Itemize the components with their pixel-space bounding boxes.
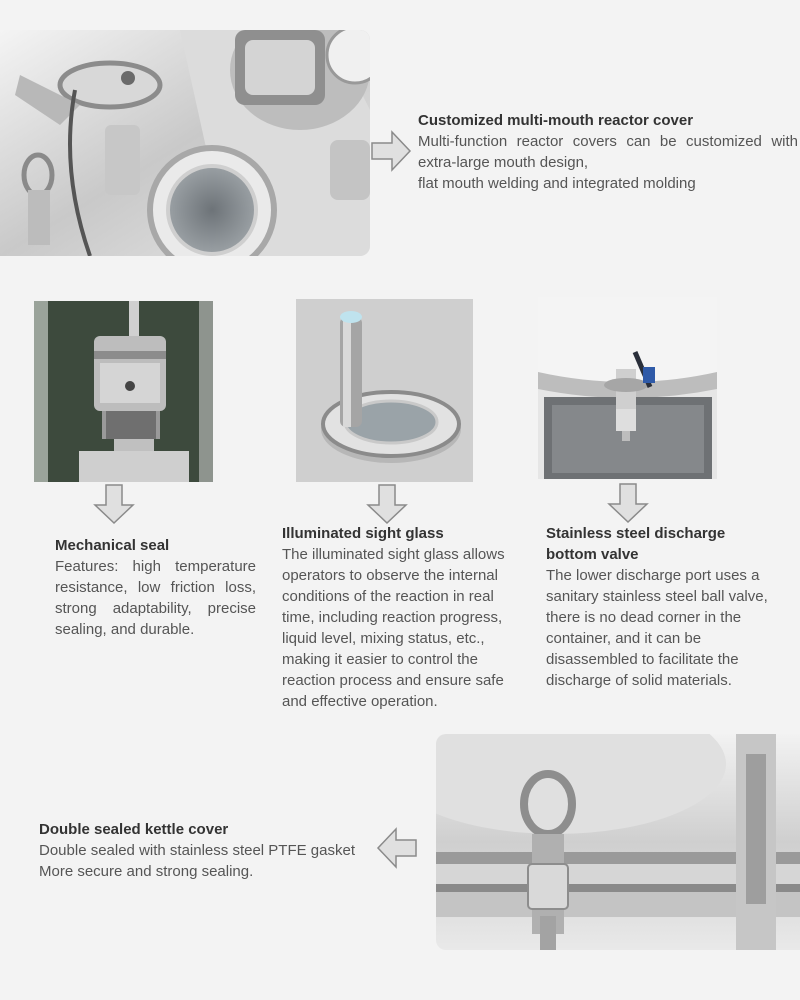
glass-title: Illuminated sight glass <box>282 525 444 542</box>
cover-line: flat mouth welding and integrated molding <box>418 175 696 192</box>
glass-line: conditions of the reaction in real <box>282 588 494 605</box>
kettle-line: More secure and strong sealing. <box>39 863 254 880</box>
valve-line: container, and it can be <box>546 630 702 647</box>
kettle-text-block <box>39 819 379 882</box>
arrow-left-icon <box>376 827 418 869</box>
valve-title: Stainless steel discharge <box>546 525 726 542</box>
kettle-cover-photo <box>436 734 800 950</box>
cover-text-block <box>418 110 798 194</box>
valve-line: sanitary stainless steel ball valve, <box>546 588 768 605</box>
mechanical-seal-photo <box>34 301 213 482</box>
glass-text-block <box>282 523 522 712</box>
valve-title: bottom valve <box>546 546 639 563</box>
glass-line: The illuminated sight glass allows <box>282 546 505 563</box>
seal-title: Mechanical seal <box>55 537 170 554</box>
discharge-valve-photo <box>538 297 717 479</box>
kettle-line: Double sealed with stainless steel PTFE gasket <box>39 842 355 859</box>
cover-title: Customized multi-mouth reactor cover <box>418 112 694 129</box>
arrow-right-icon <box>370 130 412 172</box>
sight-glass-photo <box>296 299 473 482</box>
glass-line: time, including reaction progress, <box>282 609 503 626</box>
reactor-cover-photo <box>0 30 370 256</box>
valve-line: disassembled to facilitate the <box>546 651 739 668</box>
valve-line: The lower discharge port uses a <box>546 567 760 584</box>
arrow-down-icon <box>93 483 135 525</box>
glass-line: making it easier to control the <box>282 651 478 668</box>
glass-line: operators to observe the internal <box>282 567 498 584</box>
arrow-down-icon <box>607 482 649 524</box>
glass-line: liquid level, mixing status, etc., <box>282 630 485 647</box>
seal-line: Features: high temperature resistance, low friction loss, strong adaptability, precise sealing, and durable. <box>55 558 256 638</box>
valve-line: there is no dead corner in the <box>546 609 742 626</box>
arrow-down-icon <box>366 483 408 525</box>
glass-line: and effective operation. <box>282 693 438 710</box>
seal-text-block <box>55 535 256 640</box>
valve-line: discharge of solid materials. <box>546 672 732 689</box>
valve-text-block <box>546 523 796 691</box>
cover-line: Multi-function reactor covers can be customized with extra-large mouth design, <box>418 133 798 171</box>
kettle-title: Double sealed kettle cover <box>39 821 229 838</box>
glass-line: reaction process and ensure safe <box>282 672 504 689</box>
